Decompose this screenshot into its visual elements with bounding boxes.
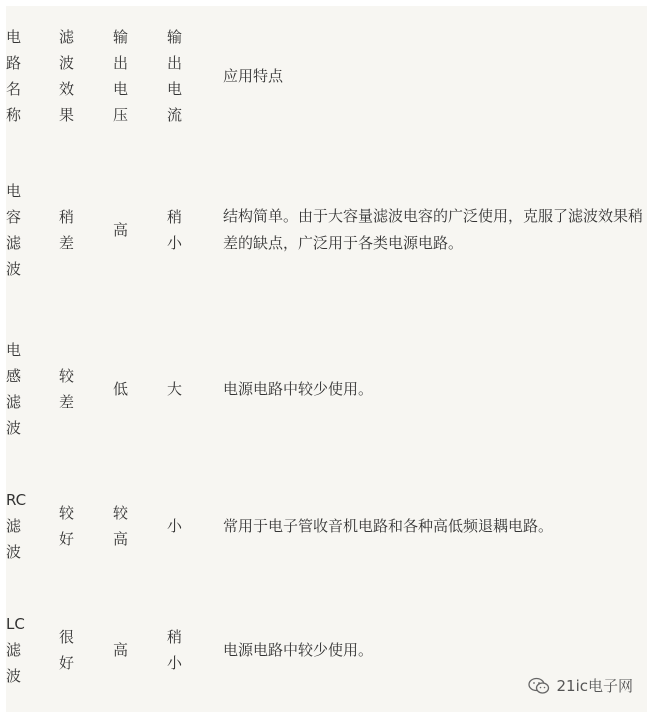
- cell-current: 大: [167, 380, 183, 398]
- cell-name: LC滤波: [6, 615, 25, 685]
- table-header-row: [6, 6, 647, 146]
- cell-name: RC滤波: [6, 491, 27, 561]
- cell-feature: 电源电路中较少使用。: [223, 640, 374, 659]
- watermark-text: 21ic电子网: [556, 677, 633, 695]
- wechat-icon: [528, 677, 550, 695]
- cell-feature: 电源电路中较少使用。: [223, 379, 374, 398]
- watermark: [528, 675, 633, 696]
- cell-effect: 很好: [59, 628, 75, 672]
- header-cell-voltage: 输出电压: [113, 28, 129, 124]
- filter-comparison-table: [6, 6, 647, 712]
- table-row: [6, 464, 647, 588]
- cell-voltage: 低: [113, 380, 129, 398]
- cell-voltage: 高: [113, 221, 129, 239]
- cell-current: 稍小: [167, 208, 183, 252]
- cell-name: 电感滤波: [6, 341, 22, 437]
- cell-voltage: 高: [113, 641, 129, 659]
- cell-current: 稍小: [167, 628, 183, 672]
- cell-effect: 稍差: [59, 208, 75, 252]
- filter-comparison-panel: [6, 6, 647, 712]
- table-row: [6, 146, 647, 314]
- header-cell-effect: 滤波效果: [59, 28, 75, 124]
- header-cell-name: 电路名称: [6, 28, 22, 124]
- cell-name: 电容滤波: [6, 182, 22, 278]
- cell-effect: 较差: [59, 367, 75, 411]
- cell-voltage: 较高: [113, 504, 129, 548]
- cell-effect: 较好: [59, 504, 75, 548]
- table-row: [6, 314, 647, 464]
- cell-feature: 结构简单。由于大容量滤波电容的广泛使用，克服了滤波效果稍差的缺点，广泛用于各类电源电路。: [223, 207, 644, 252]
- header-cell-feature: 应用特点: [223, 66, 284, 85]
- cell-current: 小: [167, 517, 183, 535]
- header-cell-current: 输出电流: [167, 28, 183, 124]
- cell-feature: 常用于电子管收音机电路和各种高低频退耦电路。: [223, 516, 554, 535]
